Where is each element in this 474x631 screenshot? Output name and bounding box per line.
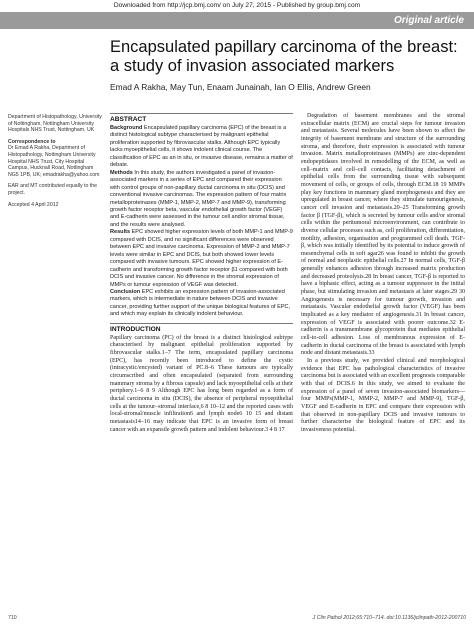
body-paragraph-2: In a previous study, we provided clinical and morphological evidence that EPC has pathological characteristics of invasive carcinoma but is associated with an excellent prognosis comparable with that of DCIS.6 In this study, we aimed to evaluate the expression of a panel of seven invasion-associated biomarkers—four MMPs(MMP-1, MMP-2, MMP-7 and MMP-9), TGF-β, VEGF and E-cadherin in EPC and compare their expression with that observed in non-papillary DCIS and invasive tumours to further characterise the biological feature of EPC and its invasiveness potential.: [301, 358, 465, 433]
right-column: [301, 113, 465, 435]
abstract-heading: ABSTRACT: [110, 113, 293, 123]
left-column: [110, 113, 293, 434]
article-title: Encapsulated papillary carcinoma of the breast: a study of invasion associated markers: [110, 38, 458, 75]
abstract-results-label: Results: [110, 229, 131, 236]
article-sidebar: [8, 114, 105, 213]
abstract-methods-label: Methods: [110, 169, 133, 176]
abstract-methods: In this study, the authors investigated a panel of invasion-associated markers in a series of EPC and compared their expression with control groups of non-papillary ductal carcinoma in situ (DCIS) and conventional invasive carcinomas. The expression pattern of four matrix metalloproteinases (MMP-1, MMP-2, MMP-7 and MMP-9), transforming growth factor receptor beta, vascular endothelial growth factor (VEGF) and E-cadherin were assessed in the tumour cell and/or stromal tissue, and the results were analysed.: [110, 169, 287, 228]
section-band: [0, 12, 474, 29]
introduction-paragraph: Papillary carcinoma (PC) of the breast is a distinct histological subtype characterised by malignant epithelial proliferation supported by fibrovascular stalks.1–7 The term, encapsulated papillary carcinoma (EPC), has recently been introduced to define the cystic (intracystic/encysted) variant of PC.8–6 These tumours are typically circumscribed and often encapsulated (separated from surrounding mammary stroma by a fibrous capsule) and lack myoepithelial cells at their periphery.1–6 8 9 Although EPC has long been regarded as a form of ductal carcinoma in situ (DCIS), the absence of peripheral myoepithelial cells at the tumour–stromal interface,6 8 10–12 and the reported cases with local-stromal/muscle infiltration6 and lymph node6 10 15 and distant metastasis14–16 may indicate that EPC is an invasive form of breast cancer with an expansile growth pattern and indolent behaviour.3 4 8 17: [110, 334, 293, 433]
page-number: 710: [8, 615, 17, 621]
body-paragraph-1: Degradation of basement membranes and the stromal extracellular matrix (ECM) are crucial steps for tumour invasion and metastasis. Several molecules have been shown to affect the integrity of basement membrane and structure of the surrounding stroma, and therefore, their expression is associated with tumour invasion. Matrix metalloproteinases (MMPs) are zinc-dependent endopeptidases involved in remodelling of the ECM, as well as cell–matrix and cell–cell contacts, facilitating detachment of epithelial cells from the surrounding tissue with subsequent movement of cells, or groups of cells, through ECM.18 19 MMPs play key functions in mammary gland morphogenesis and they are upregulated in breast cancer, where they stimulate tumourigenesis, cancer cell invasion and metastasis.20–25 Transforming growth factor β (TGF-β), which is secreted by tumour cells and/or stromal cells within the peritumoral microenvironment, can contribute to diverse cellular processes such as, cell proliferation, differentiation, motility, adhesion, organisation and programmed cell death. TGF-β, which was initially identified by its potential to induce growth of mesenchymal cells in soft agar26 was found to inhibit the growth of normal and neoplastic epithelial cells.27 In normal cells, TGF-β generally enhances adhesion through increased matrix production and decreased proteolysis.28 In breast cancer, TGF-β is reported to have a biphasic effect, acting as a tumour suppressor in the initial phase, but stimulating invasion and metastasis at later stages.29 30 Angiogenesis is necessary for tumour growth, invasion and metastasis. Vascular endothelial growth factor (VEGF) has been implicated as a key mediator of angiogenesis.31 In breast cancer, expression of VEGF is associated with poorer outcome.32 E-cadherin is a transmembrane glycoprotein that mediates epithelial cell-to-cell adhesion. Loss of membranous expression of E-cadherin in ductal carcinoma of the breast is associated with lymph node and distant metastasis.33: [301, 113, 465, 357]
page-footer: [0, 613, 474, 625]
abstract-conclusion: EPC exhibits an expression pattern of invasion-associated markers, which is intermediate in nature between DCIS and invasive cancer, providing further support of the unique biological features of EPC, and which may explain its clinically indolent behaviour.: [110, 288, 291, 318]
journal-citation: J Clin Pathol 2012;65:710–714. doi:10.1136/jclinpath-2012-200710: [312, 615, 466, 621]
affiliation: Department of Histopathology, University of Nottingham, Nottingham University Hospitals NHS Trust, Nottingham, UK: [8, 114, 102, 134]
abstract-background-label: Background: [110, 125, 143, 131]
article-authors: Emad A Rakha, May Tun, Enaam Junainah, Ian O Ellis, Andrew Green: [110, 82, 371, 92]
abstract-conclusion-label: Conclusion: [110, 288, 141, 295]
correspondence-heading: Correspondence to: [8, 138, 56, 145]
abstract-text: [110, 125, 293, 319]
section-label: Original article: [393, 15, 464, 26]
introduction-heading: INTRODUCTION: [110, 323, 293, 333]
accepted-date: Accepted 4 April 2012: [8, 201, 59, 208]
download-banner: [0, 0, 474, 11]
download-line: Downloaded from http://jcp.bmj.com/ on July 27, 2015 - Published by group.bmj.com: [113, 2, 361, 9]
abstract-background: Encapsulated papillary carcinoma (EPC) of the breast is a distinct histological subtype characterised by malignant epithelial proliferation supported by fibrovascular stalks. Although EPC typically lacks myoepithelial cells, it shows indolent clinical course. The classification of EPC as an in situ, or invasive disease, remains a matter of debate.: [110, 125, 293, 169]
abstract-results: EPC showed higher expression levels of both MMP-1 and MMP-9 compared with DCIS, and no significant differences were observed between EPC and invasive carcinoma. Expression of MMP-2 and MMP-7 levels were similar in EPC and DCIS, but both showed lower levels compared with invasive tumours. EPC showed higher expression of E-cadherin and transforming growth factor receptor β1 compared with both DCIS and invasive cancer. No difference in the stromal expression of MMPs or tumour expression of VEGF was detected.: [110, 229, 293, 288]
correspondence-details: Dr Emad A Rakha, Department of Histopathology, Nottingham University Hospital NHS Trust, City Hospital Campus, Hucknall Road, Nottingham NG5 1PB, UK; emadrakha@yahoo.com: [8, 145, 100, 178]
author-contributions: EAR and MT contributed equally to the project.: [8, 183, 98, 196]
